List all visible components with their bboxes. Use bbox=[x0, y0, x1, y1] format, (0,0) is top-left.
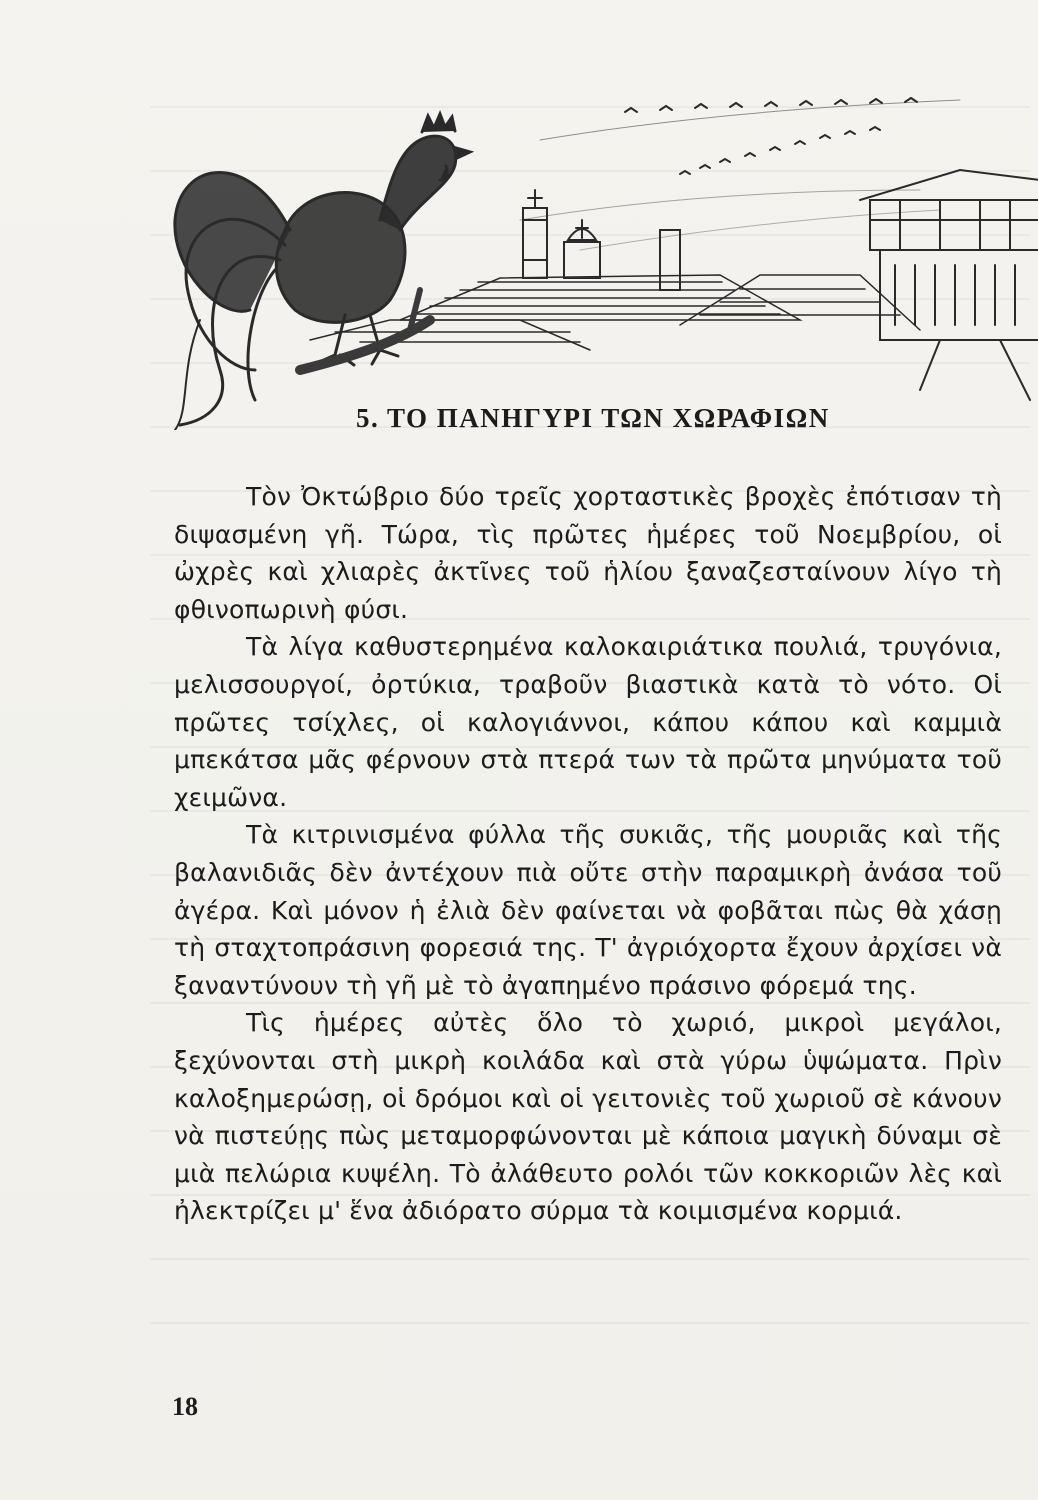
rooster bbox=[175, 114, 470, 425]
chapter-body bbox=[174, 478, 1002, 1230]
rooster-village-illustration bbox=[160, 70, 1038, 430]
balcony-house bbox=[860, 170, 1038, 400]
chapter-title: 5. ΤΟ ΠΑΝΗΓΥΡΙ ΤΩΝ ΧΩΡΑΦΙΩΝ bbox=[356, 403, 830, 433]
birds bbox=[625, 98, 917, 174]
paragraph: Τὸν Ὀκτώβριο δύο τρεῖς χορταστικὲς βροχὲς ἐπότισαν τὴ διψασμένη γῆ. Τώρα, τὶς πρῶτες ἡμέρες τοῦ Νοεμβρίου, οἱ ὠχρὲς καὶ χλιαρὲς ἀκτῖνες τοῦ ἡλίου ξαναζεσταίνουν λίγο τὴ φθινοπωρινὴ φύσι. bbox=[174, 482, 1002, 624]
paragraph: Τὶς ἡμέρες αὐτὲς ὅλο τὸ χωριό, μικροὶ μεγάλοι, ξεχύνονται στὴ μικρὴ κοιλάδα καὶ στὰ γύρω ὑψώματα. Πρὶν καλοξημερώσῃ, οἱ δρόμοι καὶ οἱ γειτονιὲς τοῦ χωριοῦ σὲ κάνουν νὰ πιστεύῃς πὼς μεταμορφώνονται μὲ κάποια μαγικὴ δύναμι σὲ μιὰ πελώρια κυψέλη. Τὸ ἀλάθευτο ρολόι τῶν κοκκοριῶν λὲς καὶ ἠλεκτρίζει μ' ἕνα ἀδιόρατο σύρμα τὰ κοιμισμένα κορμιά. bbox=[174, 1008, 1002, 1226]
vine-scroll bbox=[175, 320, 200, 430]
page-number: 18 bbox=[172, 1392, 198, 1421]
church-tower bbox=[523, 190, 680, 290]
paragraph: Τὰ κιτρινισμένα φύλλα τῆς συκιᾶς, τῆς μουριᾶς καὶ τῆς βαλανιδιᾶς δὲν ἀντέχουν πιὰ οὔτε στὴν παραμικρὴ ἀνάσα τοῦ ἀγέρα. Καὶ μόνον ἡ ἐλιὰ δὲν φαίνεται νὰ φοβᾶται πὼς θὰ χάσῃ τὴ σταχτοπράσινη φορεσιά της. Τ' ἀγριόχορτα ἔχουν ἀρχίσει νὰ ξαναντύνουν τὴ γῆ μὲ τὸ ἀγαπημένο πράσινο φόρεμά της. bbox=[174, 820, 1002, 1000]
paragraph: Τὰ λίγα καθυστερημένα καλοκαιριάτικα πουλιά, τρυγόνια, μελισσουργοί, ὀρτύκια, τραβοῦν βιαστικὰ κατὰ τὸ νότο. Οἱ πρῶτες τσίχλες, οἱ καλογιάννοι, κάπου κάπου καὶ καμμιὰ μπεκάτσα μᾶς φέρνουν στὰ πτερά των τὰ πρῶτα μηνύματα τοῦ χειμῶνα. bbox=[174, 632, 1002, 812]
